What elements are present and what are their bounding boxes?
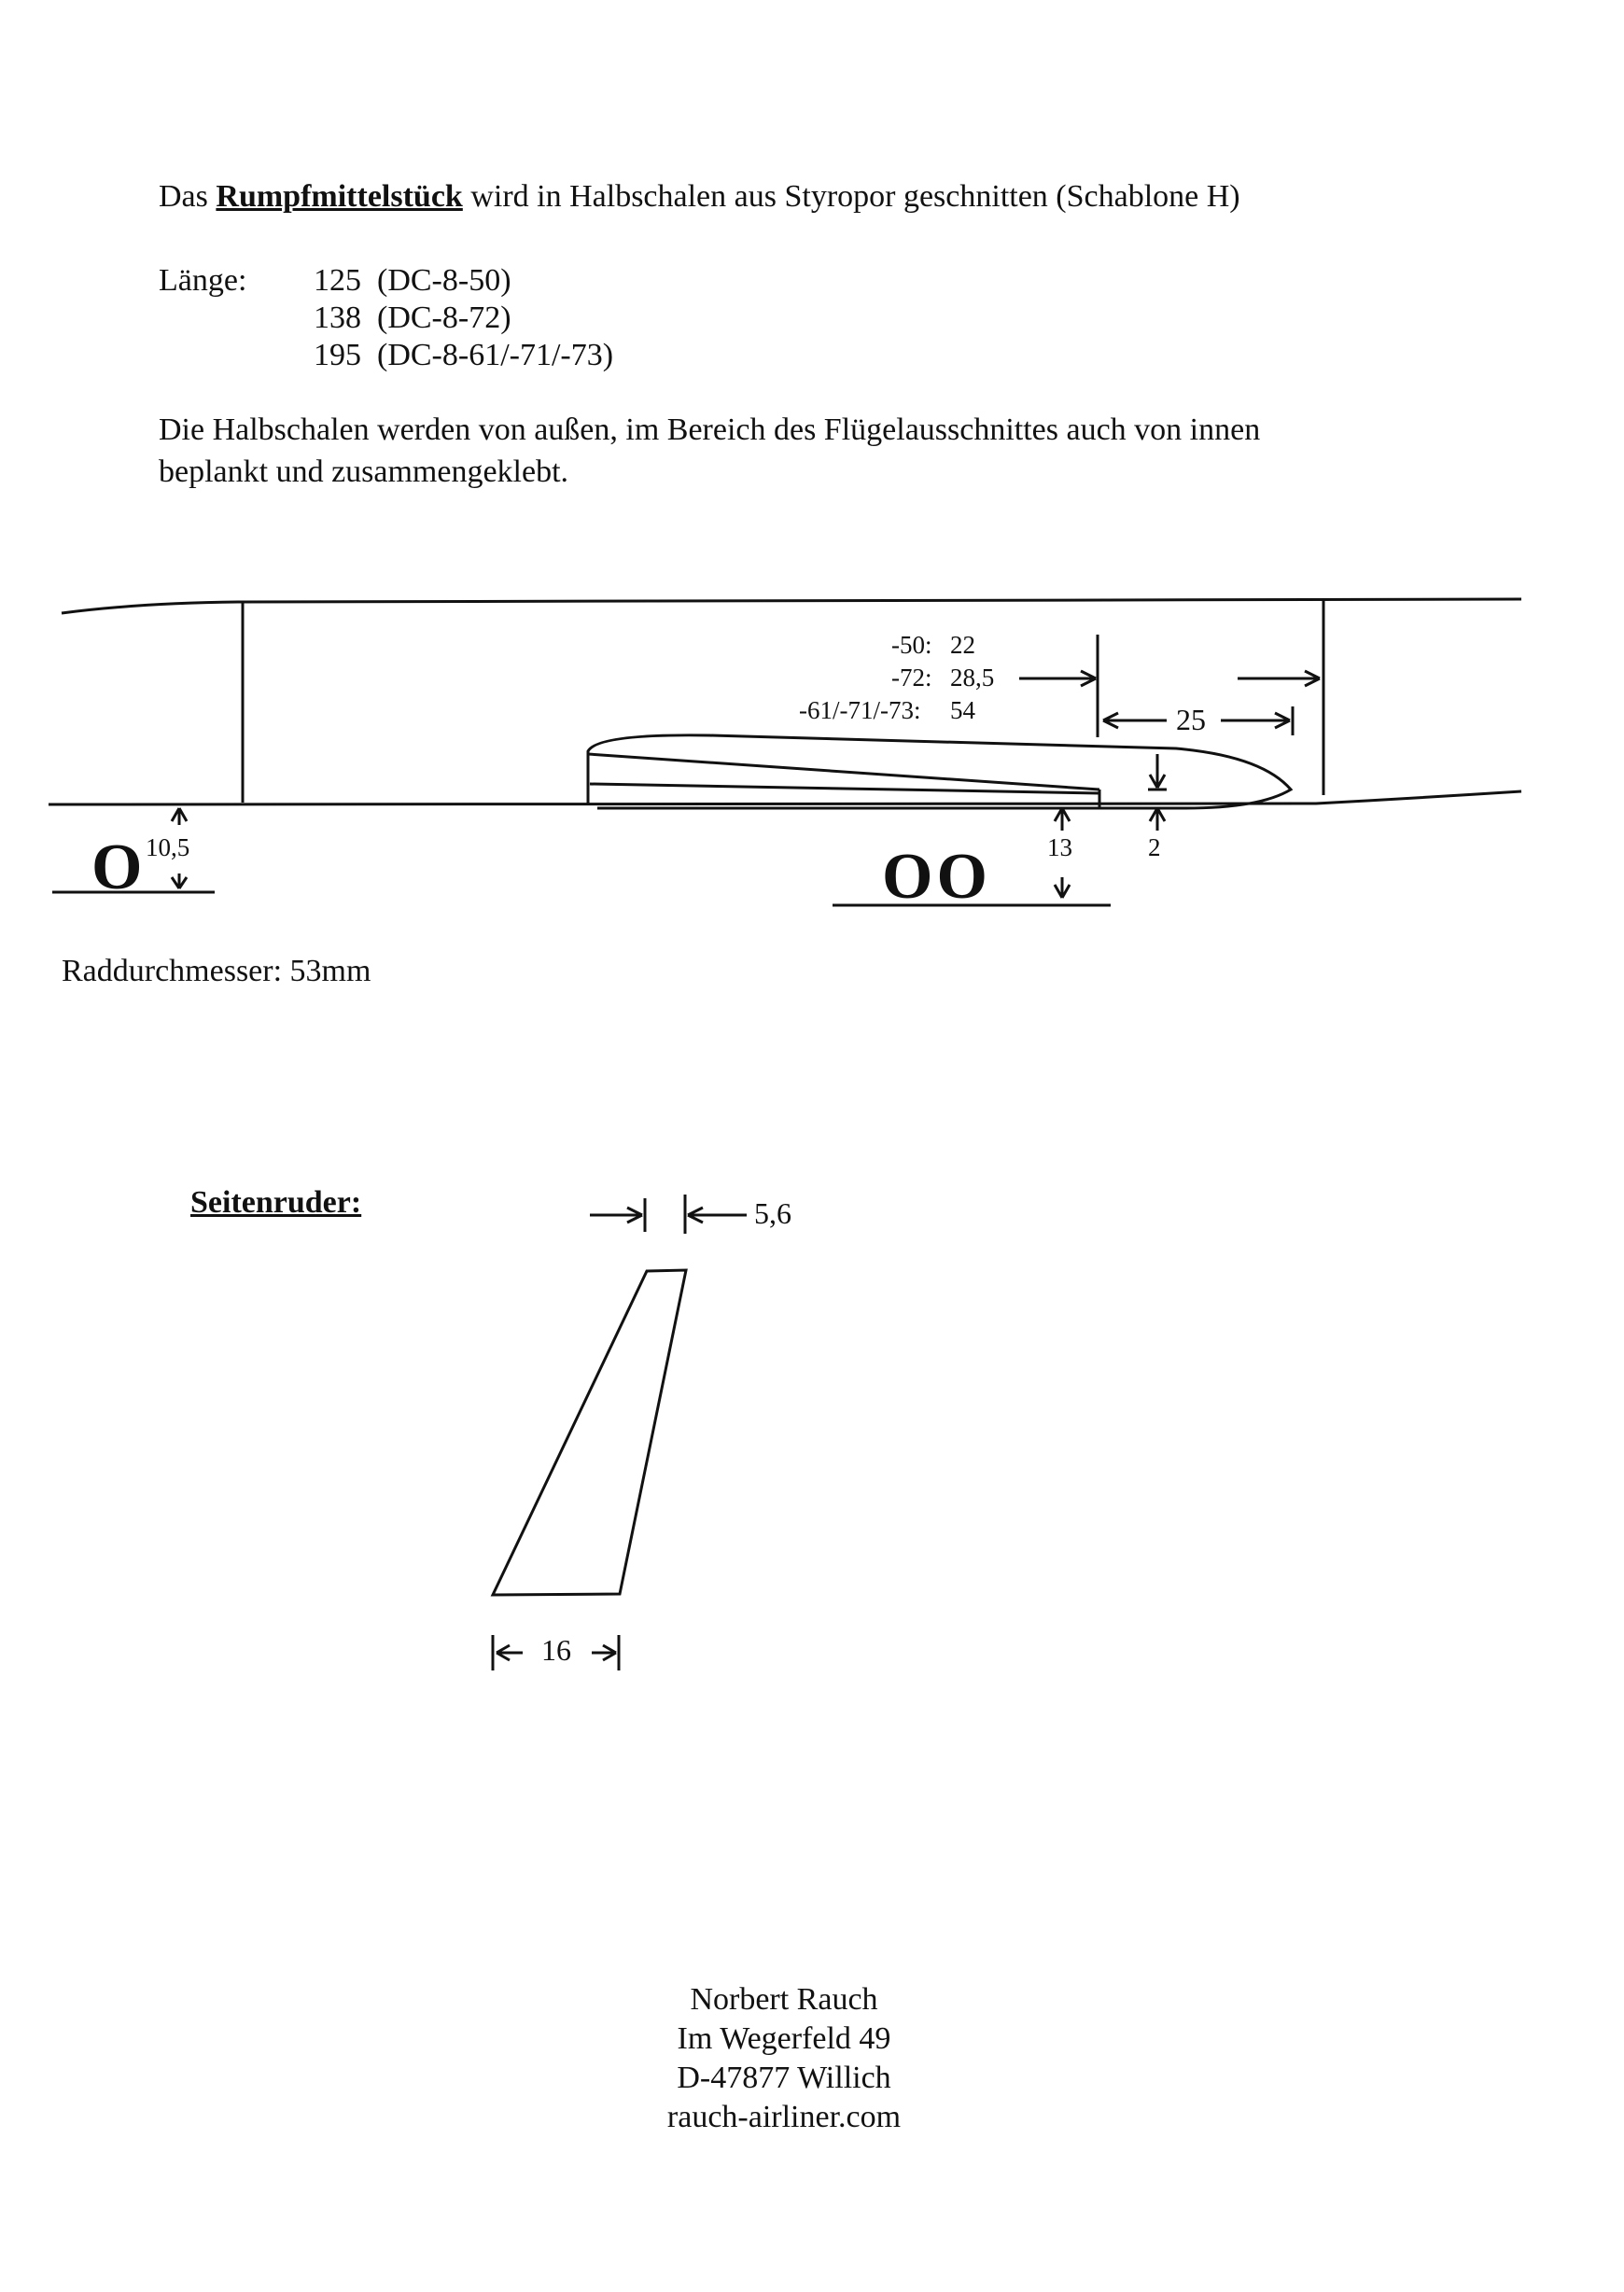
rudder-top-dim: 5,6: [754, 1196, 791, 1230]
intro-after: wird in Halbschalen aus Styropor geschnitten (Schablone H): [470, 179, 1240, 214]
marker-single-wheel: O: [91, 832, 147, 903]
dim-10-5-label: 10,5: [146, 833, 190, 861]
intro-before: Das: [159, 179, 208, 214]
length-row-2: 138 (DC-8-72): [314, 300, 511, 335]
variant-key-2: -72:: [891, 664, 932, 692]
variant-val-1: 22: [950, 631, 975, 659]
length-label: Länge:: [159, 263, 247, 298]
signature-city: D-47877 Willich: [677, 2061, 891, 2095]
variant-val-3: 54: [950, 696, 975, 724]
fuselage-top-line: [62, 599, 1521, 613]
signature-street: Im Wegerfeld 49: [677, 2021, 891, 2056]
signature-name: Norbert Rauch: [690, 1982, 878, 2017]
dim-2-label: 2: [1148, 833, 1161, 861]
rudder-bottom-dim: 16: [541, 1633, 571, 1667]
intro-highlight: Rumpfmittelstück: [216, 179, 463, 214]
marker-double-wheel: OO: [882, 841, 991, 913]
rudder-outline: [493, 1270, 686, 1595]
variant-key-1: -50:: [891, 631, 932, 659]
length-row-3: 195 (DC-8-61/-71/-73): [314, 338, 614, 372]
fuselage-bottom-line: [49, 791, 1521, 804]
wheel-diameter: Raddurchmesser: 53mm: [62, 954, 371, 988]
variant-val-2: 28,5: [950, 664, 995, 692]
assembly-paragraph: Die Halbschalen werden von außen, im Bereich des Flügelausschnittes auch von innen beplankt und zusammengeklebt.: [159, 412, 1261, 489]
signature-web[interactable]: rauch-airliner.com: [666, 2100, 902, 2134]
rudder-title: Seitenruder:: [190, 1185, 362, 1220]
signature-block: [0, 1980, 1568, 2137]
dim-13-label: 13: [1047, 833, 1072, 861]
variant-key-3: -61/-71/-73:: [799, 696, 921, 724]
dim-25-label: 25: [1176, 703, 1206, 736]
length-row-1: 125 (DC-8-50): [314, 263, 511, 298]
wing-cutout-outline: [588, 735, 1291, 808]
